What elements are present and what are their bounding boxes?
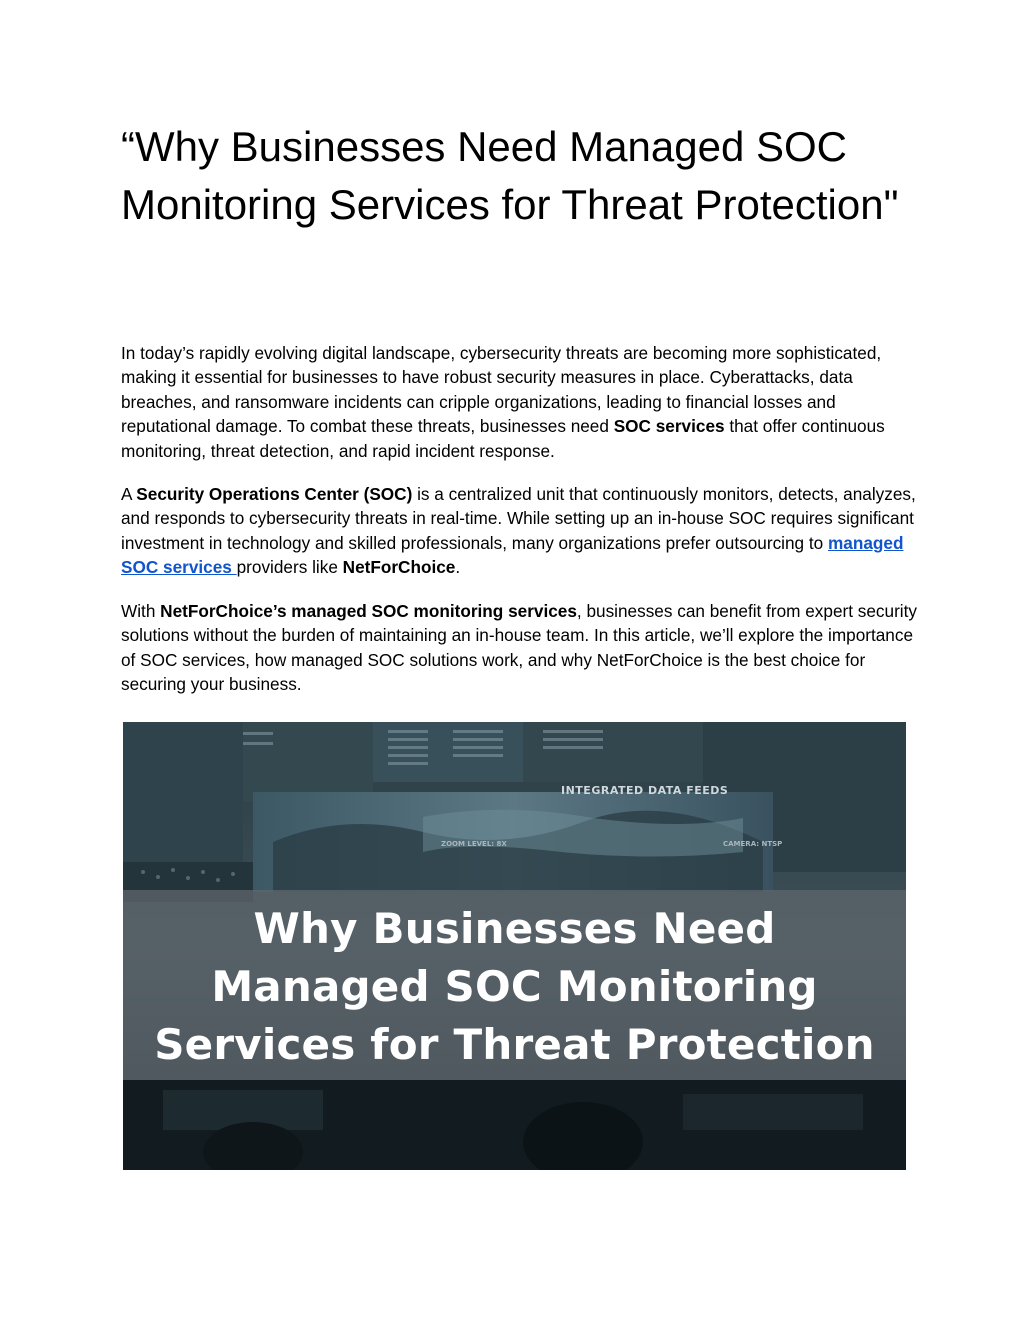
netforchoice-paragraph bbox=[121, 599, 921, 697]
nfc-bold-services: NetForChoice’s managed SOC monitoring services bbox=[160, 601, 577, 621]
soc-text-4: . bbox=[455, 557, 461, 578]
integrated-data-feeds-label: INTEGRATED DATA FEEDS bbox=[561, 784, 729, 797]
soc-bold-netforchoice: NetForChoice bbox=[342, 557, 456, 578]
hero-image bbox=[123, 722, 906, 1170]
managed-soc-services-link[interactable]: managed SOC services bbox=[121, 532, 904, 578]
hero-caption-line-2: Managed SOC Monitoring bbox=[211, 962, 818, 1011]
soc-definition-paragraph bbox=[121, 482, 921, 580]
soc-bold-term: Security Operations Center (SOC) bbox=[136, 484, 413, 504]
hero-caption bbox=[123, 900, 906, 1074]
zoom-level-label: ZOOM LEVEL: 8X bbox=[441, 840, 507, 848]
hero-caption-line-3: Services for Threat Protection bbox=[154, 1020, 875, 1069]
document-title: “Why Businesses Need Managed SOC Monitoring Services for Threat Protection" bbox=[121, 123, 899, 228]
intro-text-2: that offer continuous monitoring, threat detection, and rapid incident response. bbox=[121, 416, 885, 461]
hero-caption-line-1: Why Businesses Need bbox=[253, 904, 776, 953]
nfc-text-1: With bbox=[121, 601, 161, 621]
soc-text-2: is a centralized unit that continuously monitors, detects, analyzes, and responds to cybersecurity threats in real-time. While setting up an in-house SOC requires significant investment in technology and skilled professionals, many organizations prefer outsourcing to bbox=[121, 484, 916, 553]
intro-paragraph bbox=[121, 341, 921, 463]
nfc-text-2: , businesses can benefit from expert security solutions without the burden of maintaining an in-house team. In this article, we’ll explore the importance of SOC services, how managed SOC solutions work, and why NetForChoice is the best choice for securing your business. bbox=[121, 601, 917, 695]
camera-label: CAMERA: NTSP bbox=[723, 840, 783, 848]
intro-bold-soc-services: SOC services bbox=[613, 416, 725, 437]
soc-text-3: providers like bbox=[236, 557, 343, 578]
intro-text-1: In today’s rapidly evolving digital landscape, cybersecurity threats are becoming more sophisticated, making it essential for businesses to have robust security measures in place. Cyberattacks, data breaches, and ransomware incidents can cripple organizations, leading to financial losses and reputational damage. To combat these threats, businesses need bbox=[121, 343, 882, 437]
soc-text-1: A bbox=[121, 484, 137, 504]
